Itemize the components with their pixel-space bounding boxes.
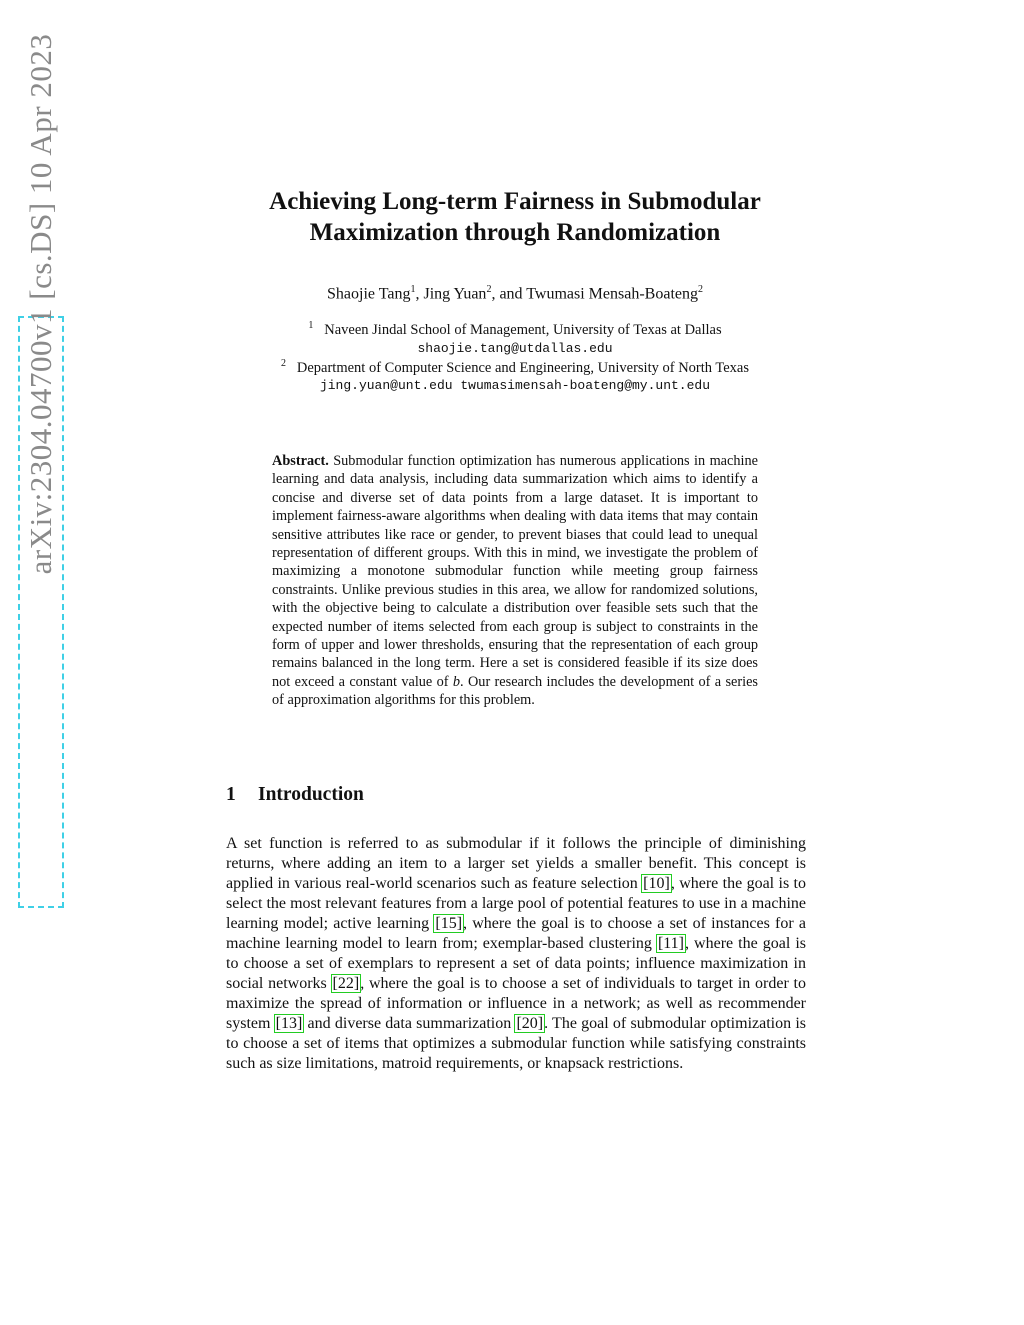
title-line-2: Maximization through Randomization [309, 219, 721, 246]
arxiv-id[interactable]: arXiv:2304.04700v1 [cs.DS] 10 Apr 2023 [23, 33, 58, 575]
intro-text-1: A set function is referred to as submodular if it follows the principle of diminishing returns, where adding an item to a larger set yields a smaller benefit. This concept is applied in various real-world scenarios such as feature selection [226, 835, 806, 892]
author-3: Twumasi Mensah-Boateng [526, 285, 698, 303]
affiliation-1-marker: 1 [308, 320, 314, 331]
affiliation-1-text: Naveen Jindal School of Management, University of Texas at Dallas [324, 321, 722, 338]
abstract-text-end: . Our research includes the development of a series of approximation algorithms for this problem. [272, 673, 758, 709]
author-2: Jing Yuan [423, 285, 487, 303]
abstract-variable-b: b [452, 673, 461, 690]
abstract-text: Submodular function optimization has numerous applications in machine learning and data analysis, including data summarization which aims to identify a concise and diverse set of data points from a large dataset. It is important to implement fairness-aware algorithms when dealing with data items that may contain sensitive attributes like race or gender, to prevent biases that could lead to unequal representation of different groups. With this in mind, we investigate the problem of maximizing a monotone submodular function while meeting group fairness constraints. Unlike previous studies in this area, we allow for randomized solutions, with the objective being to calculate a distribution over feasible sets such that the expected number of items selected from each group is subject to constraints in the form of upper and lower thresholds, ensuring that the representation of each group remains balanced in the long term. Here a set is considered feasible if its size does not exceed a constant value of [272, 453, 758, 690]
author-and: , and [491, 285, 527, 303]
title-line-1: Achieving Long-term Fairness in Submodular [269, 188, 761, 215]
author-separator: , [415, 285, 424, 303]
affiliation-2-text: Department of Computer Science and Engineering, University of North Texas [296, 359, 749, 376]
section-number: 1 [226, 784, 236, 805]
intro-text-4: , where the goal is to choose a set of exemplars to represent a set of data points; influence maximization in social networks [226, 935, 806, 992]
abstract-label: Abstract. [272, 453, 329, 469]
affiliation-1 [200, 320, 830, 339]
author-list [200, 284, 830, 303]
intro-text-7: . The goal of submodular optimization is to choose a set of items that optimizes a submodular function while satisfying constraints such as size limitations, matroid requirements, or knapsack restrictions. [226, 1015, 806, 1072]
affiliation-2 [200, 358, 830, 377]
citation-link[interactable]: [10] [643, 875, 670, 892]
citation-link[interactable]: [15] [435, 915, 463, 932]
section-heading [226, 784, 364, 806]
affiliation-1-email[interactable]: shaojie.tang@utdallas.edu [417, 341, 613, 356]
citation-link[interactable]: [11] [657, 935, 684, 952]
author-1: Shaojie Tang [327, 285, 411, 303]
intro-text-3: , where the goal is to choose a set of instances for a machine learning model to learn from; exemplar-based clustering [226, 915, 806, 952]
intro-paragraph [226, 834, 806, 1074]
author-1-affiliation: 1 [410, 284, 416, 295]
paper-title [200, 186, 830, 248]
abstract [272, 452, 758, 710]
intro-text-6: and diverse data summarization [303, 1015, 516, 1032]
affiliation-2-email[interactable]: jing.yuan@unt.edu twumasimensah-boateng@my.unt.edu [319, 378, 711, 393]
intro-text-2: , where the goal is to select the most relevant features from a large pool of potential features to use in a machine learning model; active learning [226, 875, 807, 932]
citation-link[interactable]: [22] [332, 975, 360, 992]
author-3-affiliation: 2 [697, 284, 703, 295]
affiliation-2-marker: 2 [281, 358, 286, 369]
section-title: Introduction [258, 784, 364, 805]
citation-link[interactable]: [13] [275, 1015, 303, 1032]
arxiv-stamp[interactable] [23, 14, 59, 594]
citation-link[interactable]: [20] [516, 1015, 544, 1032]
author-2-affiliation: 2 [486, 284, 492, 295]
intro-text-5: , where the goal is to choose a set of individuals to target in order to maximize the spread of information or influence in a network; as well as recommender system [226, 975, 807, 1032]
